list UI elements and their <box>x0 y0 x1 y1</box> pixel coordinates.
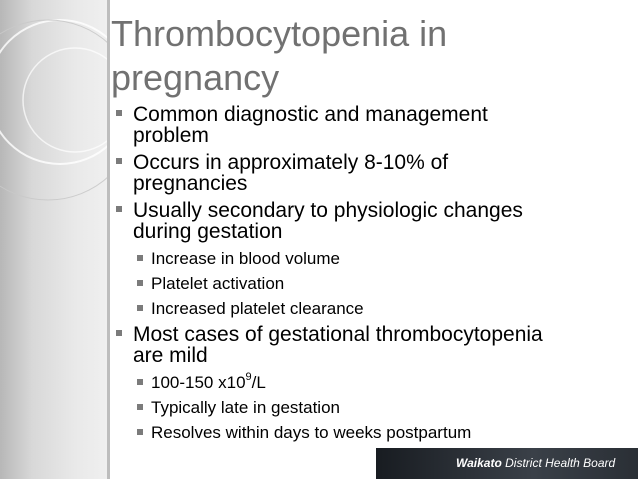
square-bullet-icon <box>116 158 122 164</box>
sub-bullet-text: Typically late in gestation <box>151 398 340 417</box>
sub-bullet-text: Platelet activation <box>151 274 285 293</box>
logo-brand: Waikato <box>456 456 502 470</box>
square-bullet-icon <box>137 255 143 261</box>
square-bullet-icon <box>137 305 143 311</box>
logo-text: District Health Board <box>505 456 616 470</box>
sub-list-item <box>116 372 626 394</box>
title-line: pregnancy <box>111 57 280 98</box>
decorative-circles-icon <box>0 0 110 479</box>
bullet-text: Occurs in approximately 8-10% of <box>133 151 449 174</box>
square-bullet-icon <box>137 280 143 286</box>
decorative-band <box>0 0 107 479</box>
list-item <box>116 152 626 194</box>
bullet-text: Usually secondary to physiologic changes <box>133 199 523 222</box>
list-item <box>116 200 626 242</box>
sub-list-item <box>116 273 626 295</box>
bullet-text: problem <box>133 124 209 147</box>
bullet-list <box>116 104 626 447</box>
bullet-text: Most cases of gestational thrombocytopenia <box>133 323 543 346</box>
band-edge <box>107 0 110 479</box>
square-bullet-icon <box>116 110 122 116</box>
square-bullet-icon <box>137 429 143 435</box>
square-bullet-icon <box>137 379 143 385</box>
title-line: Thrombocytopenia in <box>111 13 448 54</box>
sub-list-item <box>116 422 626 444</box>
sub-list-item <box>116 248 626 270</box>
list-item <box>116 324 626 366</box>
sub-bullet-text: Increased platelet clearance <box>151 299 364 318</box>
sub-list-item <box>116 397 626 419</box>
bullet-text: Common diagnostic and management <box>133 103 488 126</box>
waikato-dhb-logo <box>376 448 638 479</box>
square-bullet-icon <box>137 404 143 410</box>
square-bullet-icon <box>116 330 122 336</box>
square-bullet-icon <box>116 206 122 212</box>
bullet-text: are mild <box>133 344 208 367</box>
superscript: 9 <box>245 371 252 384</box>
bullet-text: during gestation <box>133 220 283 243</box>
sub-bullet-text: Increase in blood volume <box>151 249 341 268</box>
list-item <box>116 104 626 146</box>
bullet-text: pregnancies <box>133 172 248 195</box>
sub-bullet-text: 100-150 x10 <box>151 373 246 392</box>
sub-list-item <box>116 298 626 320</box>
sub-bullet-text: Resolves within days to weeks postpartum <box>151 423 472 442</box>
slide-title <box>111 12 631 100</box>
sub-bullet-text: /L <box>251 373 266 392</box>
